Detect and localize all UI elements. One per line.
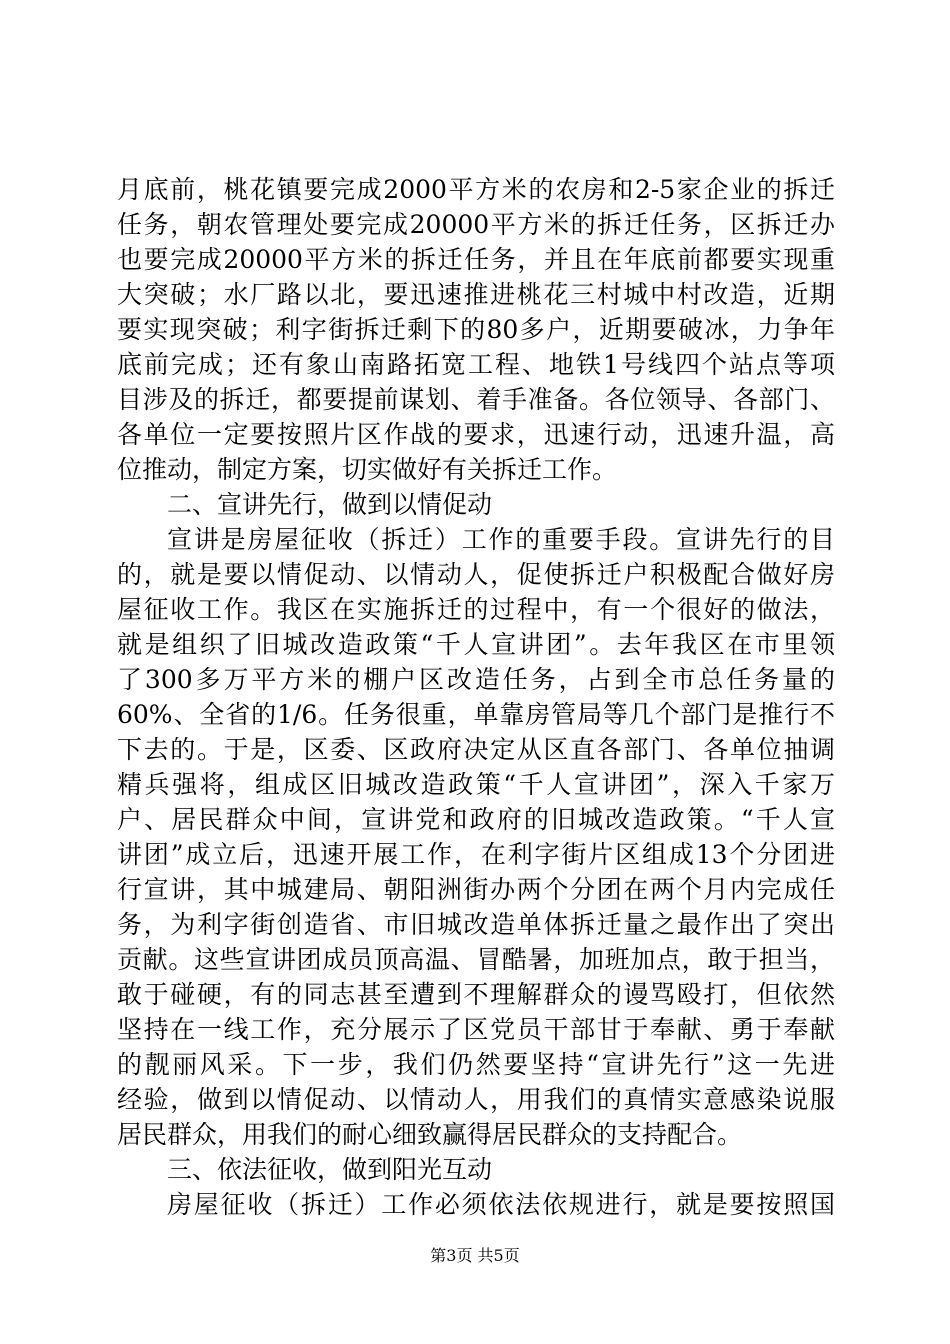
body-text-line: 精兵强将，组成区旧城改造政策“千人宣讲团”，深入千家万 xyxy=(117,770,835,799)
body-text-line: 务，为利字街创造省、市旧城改造单体拆迁量之最作出了突出 xyxy=(117,910,835,939)
section-heading-3: 三、依法征收，做到阳光互动 xyxy=(167,1155,493,1184)
body-text-line: 居民群众，用我们的耐心细致赢得居民群众的支持配合。 xyxy=(117,1120,743,1149)
body-text-line: 各单位一定要按照片区作战的要求，迅速行动，迅速升温，高 xyxy=(117,420,835,449)
body-text-line: 要实现突破；利字街拆迁剩下的80多户，近期要破冰，力争年 xyxy=(117,315,835,344)
body-text-line: 位推动，制定方案，切实做好有关拆迁工作。 xyxy=(117,455,618,484)
body-text-line: 大突破；水厂路以北，要迅速推进桃花三村城中村改造，近期 xyxy=(117,280,835,309)
body-text-line: 坚持在一线工作，充分展示了区党员干部甘于奉献、勇于奉献 xyxy=(117,1015,835,1044)
body-text-line: 贡献。这些宣讲团成员顶高温、冒酷暑，加班加点，敢于担当， xyxy=(117,945,835,974)
page-footer: 第3页 共5页 xyxy=(430,1246,520,1265)
body-text-line: 目涉及的拆迁，都要提前谋划、着手准备。各位领导、各部门、 xyxy=(117,385,835,414)
body-text-line: 任务，朝农管理处要完成20000平方米的拆迁任务，区拆迁办 xyxy=(117,210,835,239)
body-text-line: 60%、全省的1/6。任务很重，单靠房管局等几个部门是推行不 xyxy=(117,700,835,729)
body-text-line: 月底前，桃花镇要完成2000平方米的农房和2-5家企业的拆迁 xyxy=(117,175,835,204)
body-text-line: 的靓丽风采。下一步，我们仍然要坚持“宣讲先行”这一先进 xyxy=(117,1050,835,1079)
body-text-line: 底前完成；还有象山南路拓宽工程、地铁1号线四个站点等项 xyxy=(117,350,835,379)
body-text-line: 下去的。于是，区委、区政府决定从区直各部门、各单位抽调 xyxy=(117,735,835,764)
body-text-line: 的，就是要以情促动、以情动人，促使拆迁户积极配合做好房 xyxy=(117,560,835,589)
section-heading-2: 二、宣讲先行，做到以情促动 xyxy=(167,490,493,519)
body-text-line: 行宣讲，其中城建局、朝阳洲街办两个分团在两个月内完成任 xyxy=(117,875,835,904)
body-text-line: 户、居民群众中间，宣讲党和政府的旧城改造政策。“千人宣 xyxy=(117,805,835,834)
body-text-line: 宣讲是房屋征收（拆迁）工作的重要手段。宣讲先行的目 xyxy=(167,525,835,554)
body-text-line: 讲团”成立后，迅速开展工作，在利字街片区组成13个分团进 xyxy=(117,840,835,869)
body-text-line: 了300多万平方米的棚户区改造任务，占到全市总任务量的 xyxy=(117,665,835,694)
body-text-line: 敢于碰硬，有的同志甚至遭到不理解群众的谩骂殴打，但依然 xyxy=(117,980,835,1009)
body-text-line: 经验，做到以情促动、以情动人，用我们的真情实意感染说服 xyxy=(117,1085,835,1114)
body-text-line: 就是组织了旧城改造政策“千人宣讲团”。去年我区在市里领 xyxy=(117,630,835,659)
body-text-line: 房屋征收（拆迁）工作必须依法依规进行，就是要按照国 xyxy=(167,1190,835,1219)
body-text-line: 屋征收工作。我区在实施拆迁的过程中，有一个很好的做法， xyxy=(117,595,835,624)
body-text-line: 也要完成20000平方米的拆迁任务，并且在年底前都要实现重 xyxy=(117,245,835,274)
